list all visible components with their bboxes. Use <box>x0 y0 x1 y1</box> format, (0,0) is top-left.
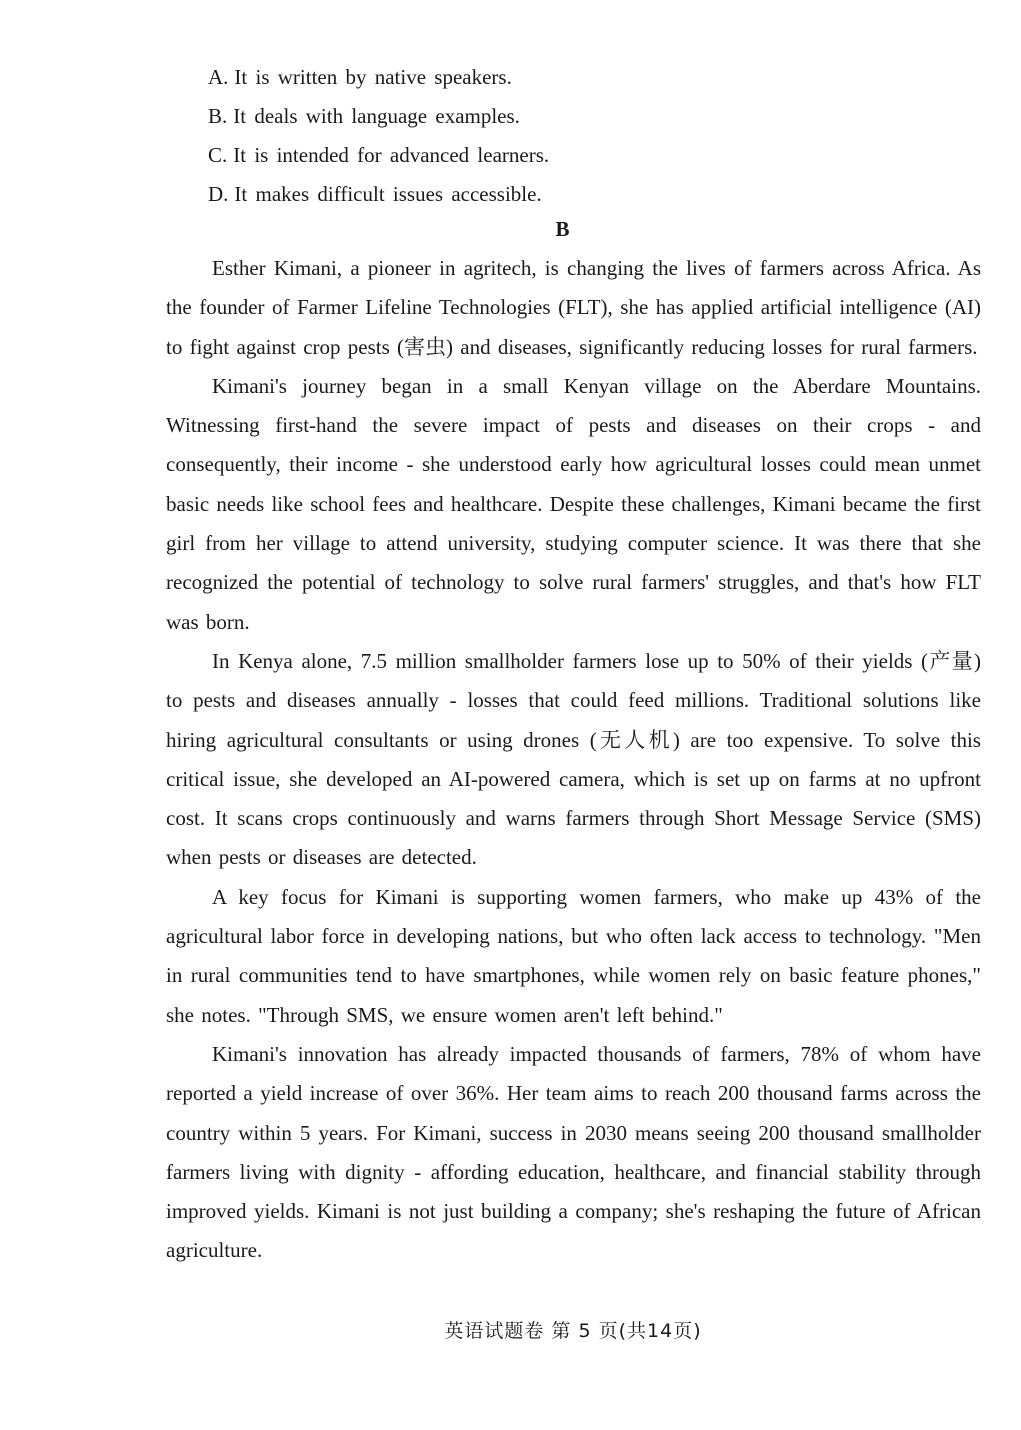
option-text: It is intended for advanced learners. <box>233 143 550 167</box>
option-letter: B. <box>208 104 228 128</box>
page-footer: 英语试题卷 第 5 页(共14页) <box>444 1320 702 1342</box>
reading-passage <box>166 249 981 1271</box>
paragraph-5: Kimani's innovation has already impacted thousands of farmers, 78% of whom have reported a yield increase of over 36%. Her team aims to reach 200 thousand farms across the country within 5 years. For Kimani, success in 2030 means seeing 200 thousand smallholder farmers living with dignity - affording education, healthcare, and financial stability through improved yields. Kimani is not just building a company; she's reshaping the future of African agriculture. <box>166 1041 981 1263</box>
paragraph-1: Esther Kimani, a pioneer in agritech, is changing the lives of farmers across Africa. As the founder of Farmer Lifeline Technologies (FLT), she has applied artificial intelligence (AI) to fight against crop pests (害虫) and diseases, significantly reducing losses for rural farmers. <box>166 256 981 359</box>
option-b <box>208 97 908 136</box>
option-a <box>208 58 908 97</box>
option-text: It deals with language examples. <box>233 104 520 128</box>
option-d <box>208 175 908 214</box>
option-text: It is written by native speakers. <box>234 65 512 89</box>
option-text: It makes difficult issues accessible. <box>234 182 542 206</box>
answer-options <box>208 58 908 214</box>
paragraph-3: In Kenya alone, 7.5 million smallholder farmers lose up to 50% of their yields (产量) to pests and diseases annually - losses that could feed millions. Traditional solutions like hiring agricultural consultants or using drones (无人机) are too expensive. To solve this critical issue, she developed an AI-powered camera, which is set up on farms at no upfront cost. It scans crops continuously and warns farmers through Short Message Service (SMS) when pests or diseases are detected. <box>166 648 981 870</box>
option-letter: A. <box>208 65 229 89</box>
option-letter: D. <box>208 182 229 206</box>
option-letter: C. <box>208 143 228 167</box>
option-c <box>208 136 908 175</box>
paragraph-4: A key focus for Kimani is supporting women farmers, who make up 43% of the agricultural labor force in developing nations, but who often lack access to technology. "Men in rural communities tend to have smartphones, while women rely on basic feature phones," she notes. "Through SMS, we ensure women aren't left behind." <box>166 884 981 1027</box>
paragraph-2: Kimani's journey began in a small Kenyan village on the Aberdare Mountains. Witnessing first-hand the severe impact of pests and diseases on their crops - and consequently, their income - she understood early how agricultural losses could mean unmet basic needs like school fees and healthcare. Despite these challenges, Kimani became the first girl from her village to attend university, studying computer science. It was there that she recognized the potential of technology to solve rural farmers' struggles, and that's how FLT was born. <box>166 373 981 634</box>
section-heading: B <box>555 217 570 241</box>
